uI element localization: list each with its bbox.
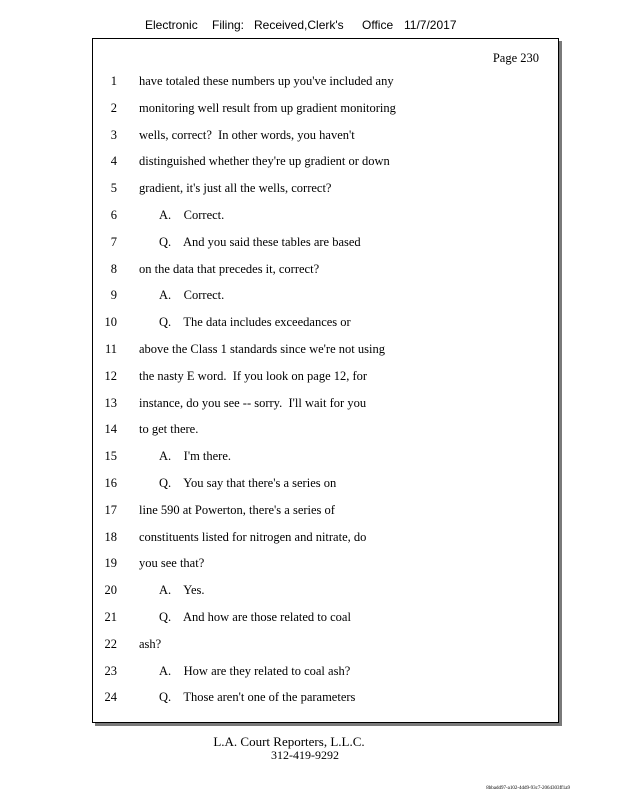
document-hash: 8bbadd97-a102-4dd9-93c7-2064303ff1a9 [486, 786, 570, 791]
line-number: 7 [110, 234, 117, 249]
line-number: 10 [104, 315, 117, 330]
transcript-line [93, 178, 558, 198]
filing-header-word: Received,Clerk's [254, 18, 344, 32]
transcript-line [93, 98, 558, 118]
line-text: A. Correct. [159, 288, 225, 303]
transcript-line [93, 312, 558, 332]
line-text: ash? [139, 636, 162, 651]
transcript-line [93, 393, 558, 413]
transcript-line [93, 500, 558, 520]
filing-header-word: Office [362, 18, 394, 32]
transcript-line [93, 205, 558, 225]
transcript-line [93, 446, 558, 466]
line-number: 12 [104, 368, 117, 383]
transcript-line [93, 661, 558, 681]
line-number: 3 [110, 127, 117, 142]
line-text: instance, do you see -- sorry. I'll wait for you [139, 395, 367, 410]
filing-header-word: Filing: [212, 18, 245, 32]
line-number: 24 [104, 690, 117, 705]
line-number: 17 [104, 502, 117, 517]
transcript-line [93, 125, 558, 145]
line-text: the nasty E word. If you look on page 12, for [139, 368, 368, 383]
transcript-line [93, 151, 558, 171]
transcript-line [93, 285, 558, 305]
line-number: 9 [110, 288, 117, 303]
line-number: 11 [104, 342, 117, 356]
transcript-line [93, 634, 558, 654]
line-number: 19 [104, 556, 117, 571]
line-text: Q. And you said these tables are based [159, 234, 361, 249]
reporter-phone [0, 748, 618, 763]
line-text: gradient, it's just all the wells, correct? [139, 181, 332, 196]
page-number: Page 230 [492, 51, 539, 65]
transcript-line [93, 259, 558, 279]
line-number: 16 [104, 476, 117, 490]
line-number: 5 [110, 181, 117, 196]
transcript-page [92, 38, 559, 723]
line-text: A. Correct. [159, 208, 225, 222]
line-text: you see that? [139, 556, 205, 571]
line-number: 2 [110, 100, 117, 115]
line-text: monitoring well result from up gradient monitoring [139, 100, 396, 115]
line-text: above the Class 1 standards since we're not using [139, 342, 385, 356]
line-text: line 590 at Powerton, there's a series of [139, 502, 335, 517]
line-text: Q. And how are those related to coal [159, 610, 351, 624]
line-number: 20 [104, 583, 117, 598]
transcript-line [93, 232, 558, 252]
line-text: Q. The data includes exceedances or [159, 315, 351, 330]
filing-header-word: Electronic [145, 18, 198, 32]
transcript-line [93, 553, 558, 573]
transcript-line [93, 366, 558, 386]
line-number: 21 [104, 610, 117, 624]
line-number: 13 [104, 395, 117, 410]
line-text: Q. You say that there's a series on [159, 476, 337, 490]
line-text: Q. Those aren't one of the parameters [159, 690, 356, 705]
line-number: 14 [104, 422, 117, 437]
line-number: 23 [104, 663, 117, 678]
line-number: 4 [110, 154, 117, 169]
transcript-line [93, 71, 558, 91]
line-text: A. Yes. [159, 583, 205, 598]
line-text: to get there. [139, 422, 199, 437]
transcript-line [93, 527, 558, 547]
line-number: 18 [104, 529, 117, 544]
line-text: wells, correct? In other words, you haven't [139, 127, 355, 142]
reporter-firm-name: L.A. Court Reporters, L.L.C. [213, 734, 365, 749]
line-text: A. I'm there. [159, 449, 232, 464]
transcript-line [93, 580, 558, 600]
line-text: distinguished whether they're up gradient or down [139, 154, 390, 169]
transcript-line [93, 473, 558, 493]
filing-header [0, 18, 618, 36]
transcript-line [93, 607, 558, 627]
line-text: constituents listed for nitrogen and nitrate, do [139, 529, 367, 544]
line-number: 22 [104, 636, 117, 651]
transcript-line [93, 339, 558, 359]
line-number: 15 [104, 449, 117, 464]
transcript-line [93, 419, 558, 439]
line-text: A. How are they related to coal ash? [159, 663, 351, 678]
filing-header-word: 11/7/2017 [404, 18, 457, 32]
line-text: have totaled these numbers up you've included any [139, 74, 394, 88]
transcript-line [93, 687, 558, 707]
line-text: on the data that precedes it, correct? [139, 261, 320, 276]
line-number: 1 [110, 74, 117, 88]
line-number: 6 [110, 208, 117, 222]
line-number: 8 [110, 261, 117, 276]
reporter-phone-number: 312-419-9292 [271, 748, 339, 762]
